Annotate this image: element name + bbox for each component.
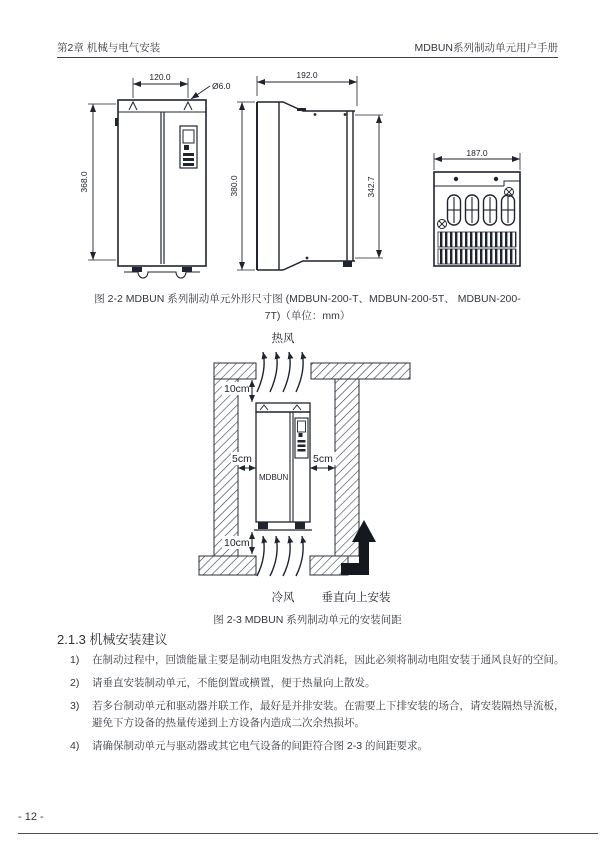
page-number: - 12 - — [18, 811, 44, 823]
dim-top-width: 187.0 — [466, 148, 488, 158]
caption-line-2: 7T)（单位：mm） — [264, 310, 351, 322]
front-view-body — [115, 100, 206, 278]
side-view-drawing — [229, 68, 403, 288]
figure-2-2-caption — [0, 291, 615, 325]
keypad — [180, 126, 197, 168]
recommendation-list — [70, 652, 570, 761]
hot-air-label: 热风 — [271, 333, 295, 345]
figure-2-3-caption: 图 2-3 MDBUN 系列制动单元的安装间距 — [213, 614, 402, 626]
hot-air-arrows — [257, 352, 303, 392]
list-item — [70, 652, 570, 669]
list-item-text: 若多台制动单元和驱动器并联工作，最好是并排安装。在需要上下排安装的场合，请安装隔热导流板，避免下方设备的热量传递到上方设备内造成二次余热损坏。 — [92, 700, 565, 729]
list-item — [70, 698, 570, 732]
list-item-text: 在制动过程中，回馈能量主要是制动电阻发热方式消耗，因此必须将制动电阻安装于通风良好的空间。 — [92, 654, 565, 666]
caption-line-1: 图 2-2 MDBUN 系列制动单元外形尺寸图 (MDBUN-200-T、MDBUN-200-5T、 MDBUN-200- — [94, 293, 521, 305]
bottom-clearance-label: 10cm — [224, 537, 250, 549]
front-view-drawing — [78, 70, 240, 288]
fan-cutouts — [448, 195, 515, 225]
dim-panel-height: 342.7 — [366, 176, 376, 198]
installation-clearance-diagram — [193, 330, 433, 610]
header-chapter: 第2章 机械与电气安装 — [57, 42, 161, 54]
brake-unit — [254, 403, 312, 530]
cold-air-label: 冷风 — [271, 592, 295, 604]
install-direction-label: 垂直向上安装 — [321, 592, 391, 604]
clearance-dimensions — [222, 380, 336, 554]
list-item — [70, 675, 570, 692]
dim-width: 120.0 — [149, 72, 171, 82]
keypad — [295, 418, 308, 458]
section-heading: 2.1.3 机械安装建议 — [57, 632, 168, 647]
vent-grille — [438, 232, 516, 264]
header-manual-title: MDBUN系列制动单元用户手册 — [414, 42, 558, 54]
screw-icon — [438, 220, 447, 229]
dim-hole: Ø6.0 — [212, 81, 231, 91]
list-item-number: 3) — [70, 700, 80, 712]
side-view-dimensions — [229, 70, 383, 270]
right-clearance-label: 5cm — [313, 453, 333, 465]
top-clearance-label: 10cm — [224, 383, 250, 395]
list-item-number: 1) — [70, 654, 80, 666]
dim-height: 368.0 — [79, 171, 89, 193]
left-clearance-label: 5cm — [232, 453, 252, 465]
cold-air-arrows — [257, 536, 303, 576]
list-item-number: 2) — [70, 677, 80, 689]
unit-label: MDBUN — [259, 473, 289, 482]
top-view-body — [434, 172, 520, 266]
dim-side-height: 380.0 — [229, 175, 239, 197]
top-view-dimensions — [434, 148, 520, 170]
dim-depth: 192.0 — [296, 70, 318, 80]
side-view-body — [257, 102, 355, 270]
list-item — [70, 738, 570, 755]
list-item-number: 4) — [70, 740, 80, 752]
footer-rule — [18, 833, 598, 834]
header-rule — [57, 57, 558, 58]
top-view-drawing — [420, 148, 535, 280]
list-item-text: 请确保制动单元与驱动器或其它电气设备的间距符合图 2-3 的间距要求。 — [92, 740, 429, 752]
list-item-text: 请垂直安装制动单元，不能倒置或横置，便于热量向上散发。 — [92, 677, 376, 689]
